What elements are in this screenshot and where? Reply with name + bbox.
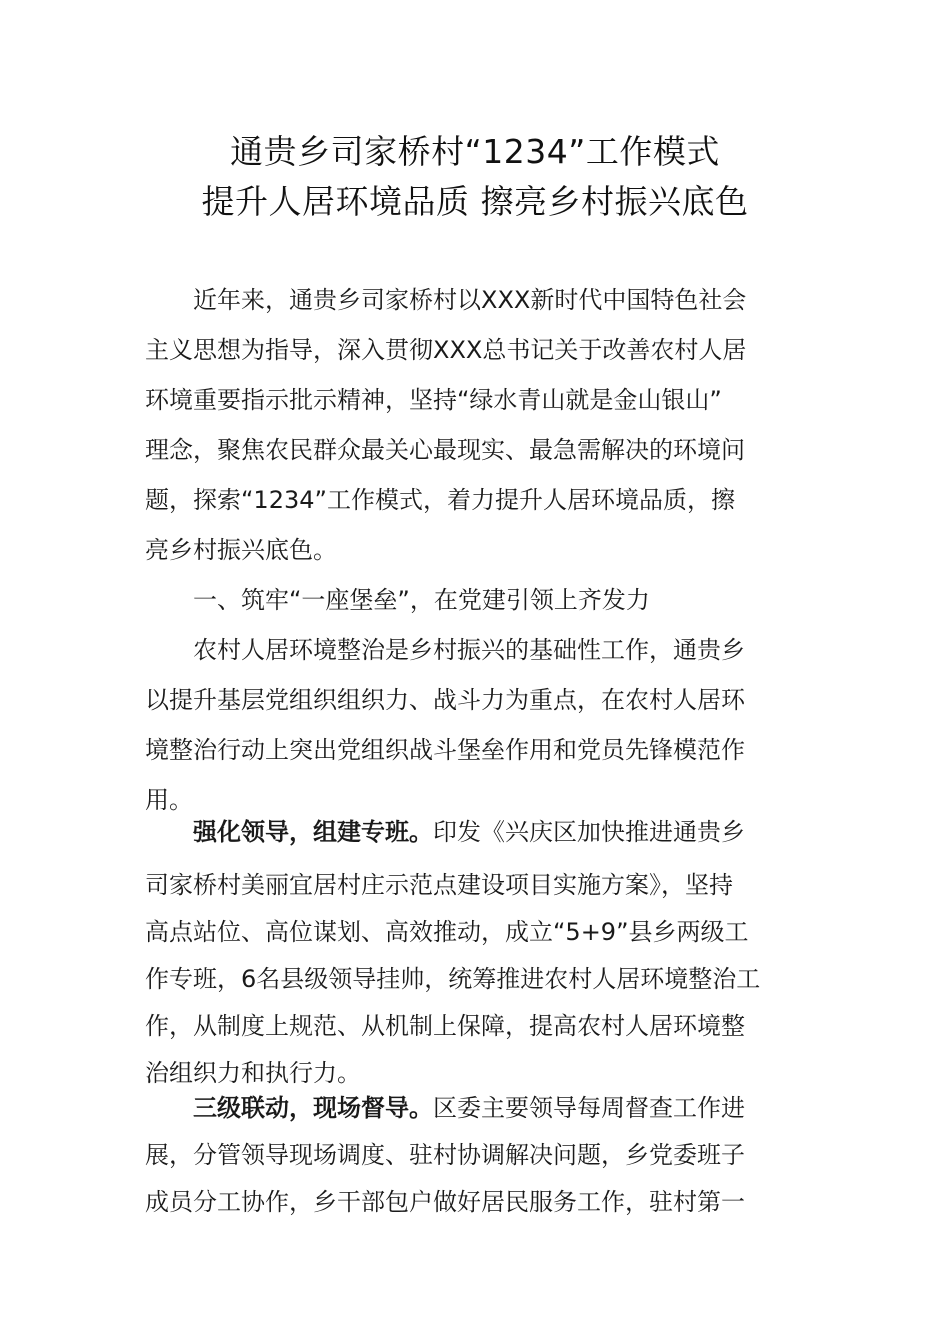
paragraph-line: 题，探索“1234”工作模式，着力提升人居环境品质，擦 [145, 486, 735, 514]
document-title-line-2: 提升人居环境品质 擦亮乡村振兴底色 [201, 182, 749, 221]
paragraph-line: 境整治行动上突出党组织战斗堡垒作用和党员先锋模范作 [145, 736, 745, 764]
paragraph-line: 三级联动，现场督导。区委主要领导每周督查工作进 [193, 1094, 745, 1122]
paragraph-line: 成员分工协作，乡干部包户做好居民服务工作，驻村第一 [145, 1188, 745, 1216]
document-title-line-1: 通贵乡司家桥村“1234”工作模式 [230, 132, 720, 171]
paragraph-line: 作，从制度上规范、从机制上保障，提高农村人居环境整 [145, 1012, 745, 1040]
paragraph-line: 作专班，6名县级领导挂帅，统筹推进农村人居环境整治工 [145, 965, 761, 993]
bold-lead-phrase: 强化领导，组建专班。 [193, 818, 433, 846]
paragraph-line: 环境重要指示批示精神，坚持“绿水青山就是金山银山” [145, 386, 722, 414]
section-heading: 一、筑牢“一座堡垒”，在党建引领上齐发力 [193, 586, 650, 614]
paragraph-line: 主义思想为指导，深入贯彻XXX总书记关于改善农村人居 [145, 336, 747, 364]
bold-lead-phrase: 三级联动，现场督导。 [193, 1094, 433, 1122]
paragraph-line: 用。 [145, 786, 193, 814]
paragraph-line: 展，分管领导现场调度、驻村协调解决问题，乡党委班子 [145, 1141, 745, 1169]
paragraph-line: 农村人居环境整治是乡村振兴的基础性工作，通贵乡 [193, 636, 745, 664]
paragraph-line: 强化领导，组建专班。印发《兴庆区加快推进通贵乡 [193, 818, 745, 846]
paragraph-line: 治组织力和执行力。 [145, 1059, 361, 1087]
paragraph-line: 以提升基层党组织组织力、战斗力为重点，在农村人居环 [145, 686, 745, 714]
paragraph-line: 亮乡村振兴底色。 [145, 536, 337, 564]
paragraph-line: 高点站位、高位谋划、高效推动，成立“5+9”县乡两级工 [145, 918, 749, 946]
paragraph-line: 理念，聚焦农民群众最关心最现实、最急需解决的环境问 [145, 436, 745, 464]
paragraph-line: 司家桥村美丽宜居村庄示范点建设项目实施方案》，坚持 [145, 871, 733, 899]
paragraph-line: 近年来，通贵乡司家桥村以XXX新时代中国特色社会 [193, 286, 747, 314]
